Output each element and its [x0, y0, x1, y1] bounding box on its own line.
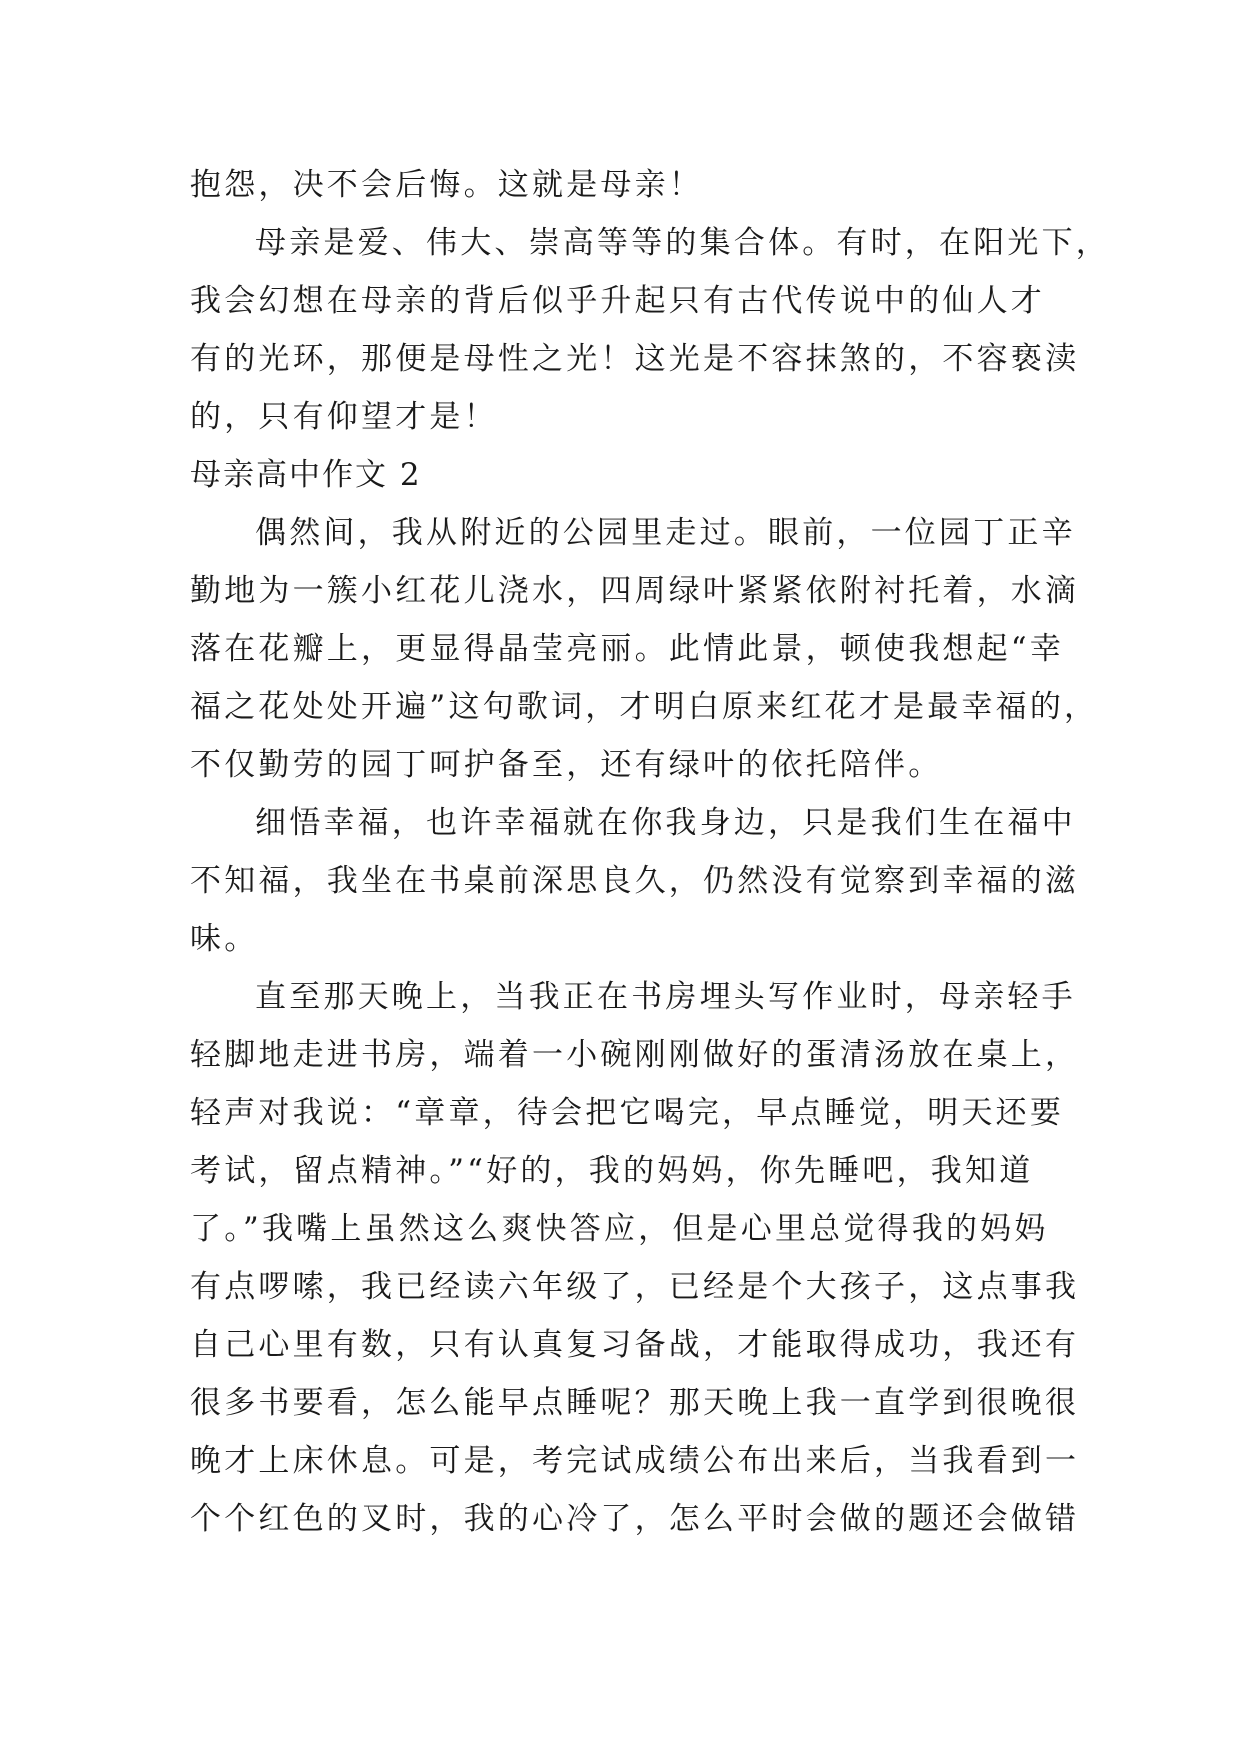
- text-line: 抱怨，决不会后悔。这就是母亲！: [190, 167, 703, 203]
- text-line: 勤地为一簇小红花儿浇水，四周绿叶紧紧依附衬托着，水滴: [190, 573, 1080, 609]
- section-heading: 母亲高中作文 2: [190, 457, 422, 493]
- text-line: 不知福，我坐在书桌前深思良久，仍然没有觉察到幸福的滋: [190, 863, 1080, 899]
- text-line: 味。: [190, 921, 259, 957]
- text-line: 轻声对我说：“章章，待会把它喝完，早点睡觉，明天还要: [190, 1095, 1065, 1131]
- text-line: 不仅勤劳的园丁呵护备至，还有绿叶的依托陪伴。: [190, 747, 943, 783]
- text-line: 自己心里有数，只有认真复习备战，才能取得成功，我还有: [190, 1327, 1080, 1363]
- paragraph-start-line: 直至那天晚上，当我正在书房埋头写作业时，母亲轻手: [255, 979, 1076, 1015]
- text-line: 有点啰嗦，我已经读六年级了，已经是个大孩子，这点事我: [190, 1269, 1080, 1305]
- text-line: 晚才上床休息。可是，考完试成绩公布出来后，当我看到一: [190, 1443, 1080, 1479]
- text-line: 轻脚地走进书房，端着一小碗刚刚做好的蛋清汤放在桌上，: [190, 1037, 1080, 1073]
- text-line: 落在花瓣上，更显得晶莹亮丽。此情此景，顿使我想起“幸: [190, 631, 1065, 667]
- text-line: 的，只有仰望才是！: [190, 399, 498, 435]
- paragraph-start-line: 偶然间，我从附近的公园里走过。眼前，一位园丁正辛: [255, 515, 1076, 551]
- text-line: 了。”我嘴上虽然这么爽快答应，但是心里总觉得我的妈妈: [190, 1211, 1049, 1247]
- document-body: [190, 156, 1110, 1548]
- text-line: 有的光环，那便是母性之光！这光是不容抹煞的，不容亵渎: [190, 341, 1080, 377]
- text-line: 我会幻想在母亲的背后似乎升起只有古代传说中的仙人才: [190, 283, 1045, 319]
- text-line: 考试，留点精神。”“好的，我的妈妈，你先睡吧，我知道: [190, 1153, 1034, 1189]
- paragraph-start-line: 母亲是爱、伟大、崇高等等的集合体。有时，在阳光下，: [255, 225, 1110, 261]
- text-line: 很多书要看，怎么能早点睡呢？那天晚上我一直学到很晚很: [190, 1385, 1080, 1421]
- text-line: 个个红色的叉时，我的心冷了，怎么平时会做的题还会做错: [190, 1501, 1080, 1537]
- paragraph-start-line: 细悟幸福，也许幸福就在你我身边，只是我们生在福中: [255, 805, 1076, 841]
- text-line: 福之花处处开遍”这句歌词，才明白原来红花才是最幸福的，: [190, 689, 1099, 725]
